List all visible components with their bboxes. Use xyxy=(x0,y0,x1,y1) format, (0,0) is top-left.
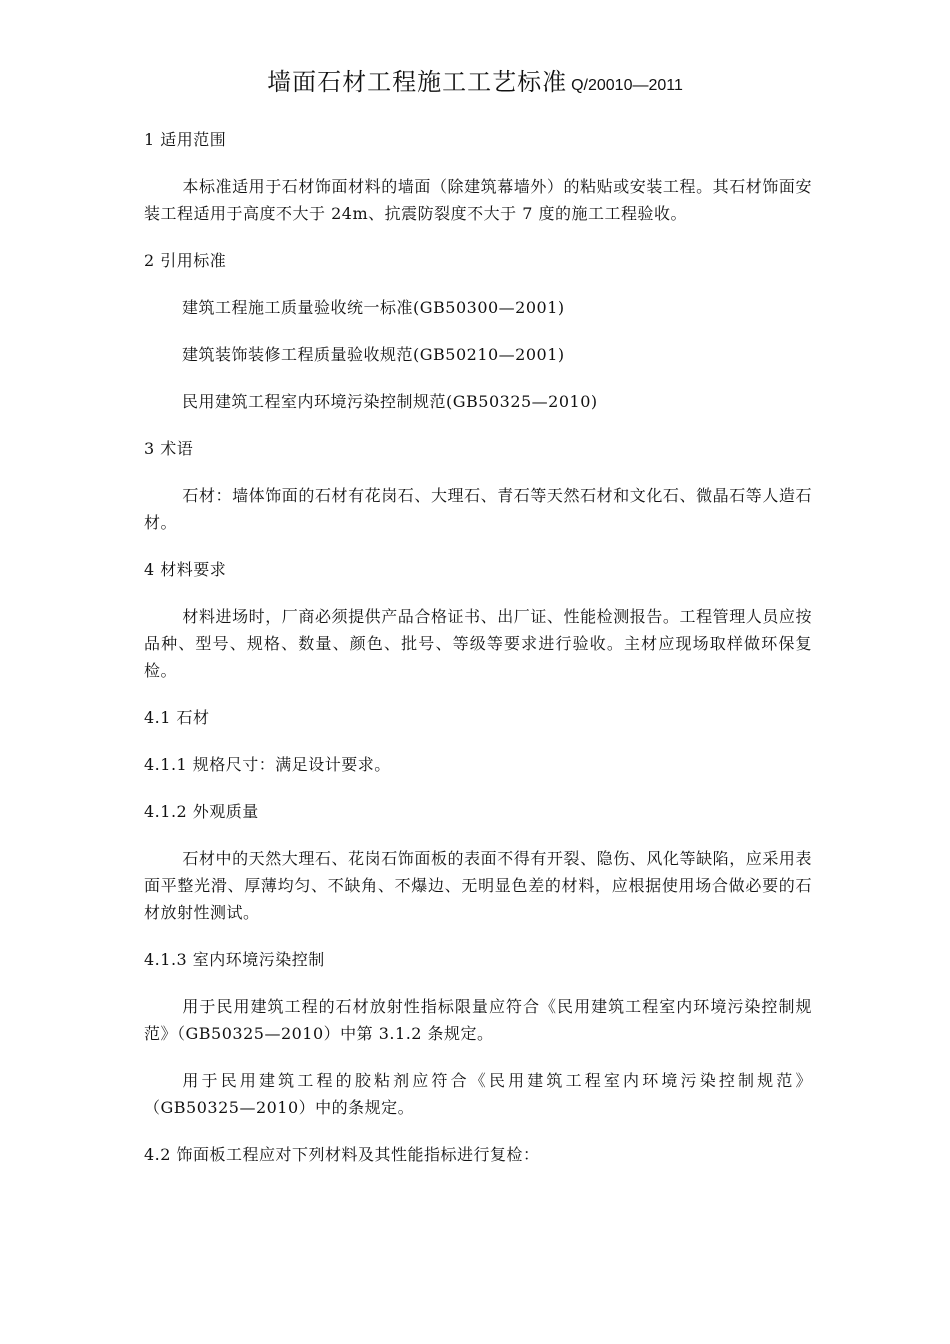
document-title-block xyxy=(0,62,950,97)
document-title: 墙面石材工程施工工艺标准 xyxy=(267,68,568,96)
document-body xyxy=(144,126,812,1188)
section-heading-1: 1 适用范围 xyxy=(144,130,227,149)
section-heading-4-1-3: 4.1.3 室内环境污染控制 xyxy=(144,950,325,969)
section-4-1-3-paragraph-2: 用于民用建筑工程的胶粘剂应符合《民用建筑工程室内环境污染控制规范》（GB50325—2010）中的条规定。 xyxy=(144,1071,812,1117)
section-heading-4-1-1: 4.1.1 规格尺寸：满足设计要求。 xyxy=(144,755,391,774)
section-heading-2: 2 引用标准 xyxy=(144,251,227,270)
reference-standard-1: 建筑工程施工质量验收统一标准(GB50300—2001) xyxy=(182,298,565,317)
section-heading-3: 3 术语 xyxy=(144,439,194,458)
section-4-1-2-paragraph: 石材中的天然大理石、花岗石饰面板的表面不得有开裂、隐伤、风化等缺陷，应采用表面平整光滑、厚薄均匀、不缺角、不爆边、无明显色差的材料，应根据使用场合做必要的石材放射性测试。 xyxy=(144,849,812,922)
reference-standard-3: 民用建筑工程室内环境污染控制规范(GB50325—2010) xyxy=(182,392,598,411)
section-heading-4-2: 4.2 饰面板工程应对下列材料及其性能指标进行复检： xyxy=(144,1145,540,1164)
section-4-paragraph: 材料进场时，厂商必须提供产品合格证书、出厂证、性能检测报告。工程管理人员应按品种、型号、规格、数量、颜色、批号、等级等要求进行验收。主材应现场取样做环保复检。 xyxy=(144,607,812,680)
section-heading-4-1: 4.1 石材 xyxy=(144,708,210,727)
section-4-1-3-paragraph-1: 用于民用建筑工程的石材放射性指标限量应符合《民用建筑工程室内环境污染控制规范》（GB50325—2010）中第 3.1.2 条规定。 xyxy=(144,997,812,1043)
document-code: Q/20010—2011 xyxy=(571,77,683,94)
section-1-paragraph: 本标准适用于石材饰面材料的墙面（除建筑幕墙外）的粘贴或安装工程。其石材饰面安装工程适用于高度不大于 24m、抗震防裂度不大于 7 度的施工工程验收。 xyxy=(144,177,812,223)
section-heading-4: 4 材料要求 xyxy=(144,560,227,579)
section-3-paragraph: 石材：墙体饰面的石材有花岗石、大理石、青石等天然石材和文化石、微晶石等人造石材。 xyxy=(144,486,812,532)
section-heading-4-1-2: 4.1.2 外观质量 xyxy=(144,802,259,821)
reference-standard-2: 建筑装饰装修工程质量验收规范(GB50210—2001) xyxy=(182,345,565,364)
